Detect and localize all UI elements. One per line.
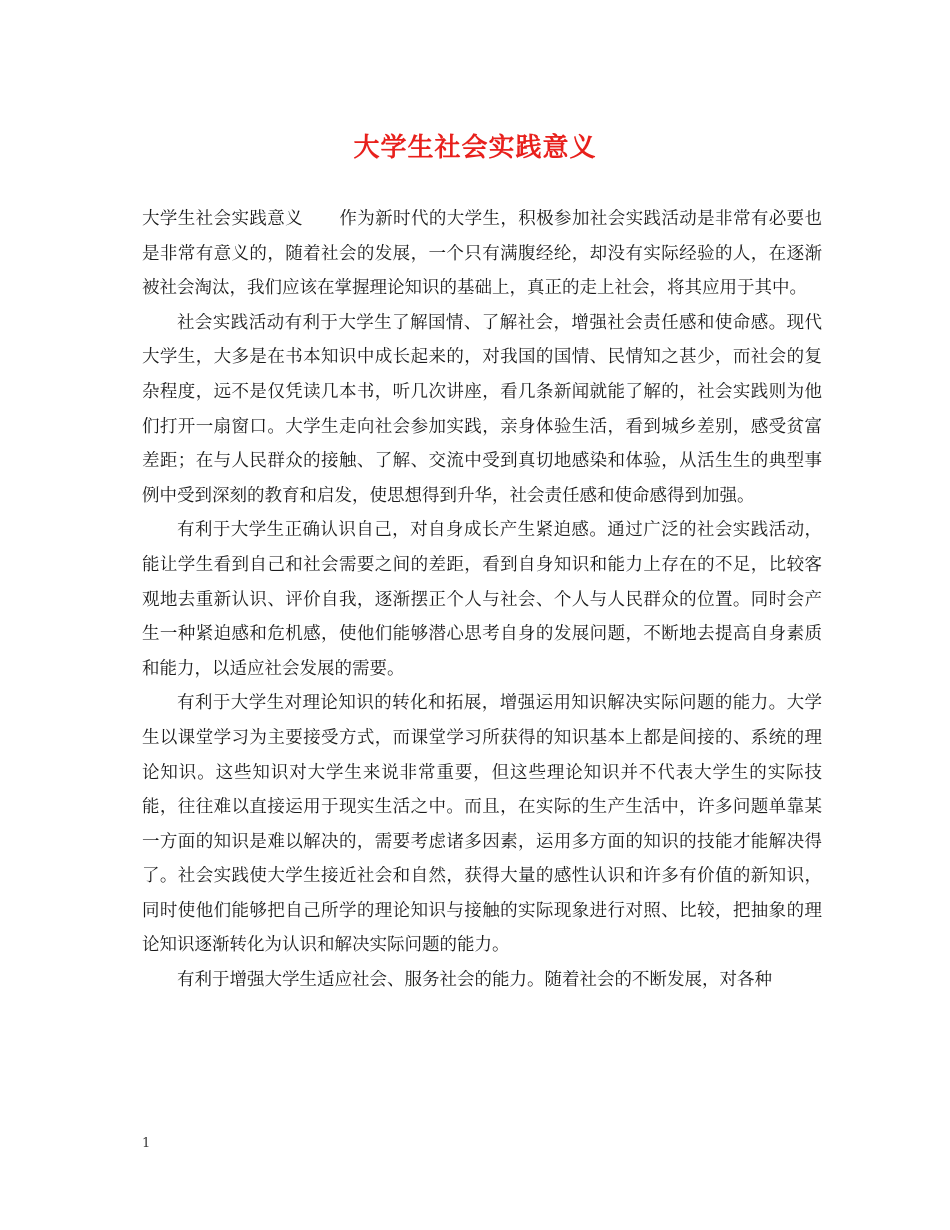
document-title: 大学生社会实践意义 — [353, 133, 597, 163]
page-number: 1 — [142, 1136, 151, 1151]
document-body — [142, 202, 822, 998]
intro-label: 大学生社会实践意义 — [142, 209, 303, 229]
paragraph: 社会实践活动有利于大学生了解国情、了解社会，增强社会责任感和使命感。现代大学生，大多是在书本知识中成长起来的，对我国的国情、民情知之甚少，而社会的复杂程度，远不是仅凭读几本书，听几次讲座，看几条新闻就能了解的，社会实践则为他们打开一扇窗口。大学生走向社会参加实践，亲身体验生活，看到城乡差别，感受贫富差距；在与人民群众的接触、了解、交流中受到真切地感染和体验，从活生生的典型事例中受到深刻的教育和启发，使思想得到升华，社会责任感和使命感得到加强。 — [142, 312, 822, 506]
paragraph: 有利于大学生对理论知识的转化和拓展，增强运用知识解决实际问题的能力。大学生以课堂学习为主要接受方式，而课堂学习所获得的知识基本上都是间接的、系统的理论知识。这些知识对大学生来说非常重要，但这些理论知识并不代表大学生的实际技能，往往难以直接运用于现实生活之中。而且，在实际的生产生活中，许多问题单靠某一方面的知识是难以解决的，需要考虑诸多因素，运用多方面的知识的技能才能解决得了。社会实践使大学生接近社会和自然，获得大量的感性认识和许多有价值的新知识，同时使他们能够把自己所学的理论知识与接触的实际现象进行对照、比较，把抽象的理论知识逐渐转化为认识和解决实际问题的能力。 — [142, 693, 822, 956]
intro-paragraph — [142, 202, 822, 306]
paragraph: 有利于大学生正确认识自己，对自身成长产生紧迫感。通过广泛的社会实践活动，能让学生看到自己和社会需要之间的差距，看到自身知识和能力上存在的不足，比较客观地去重新认识、评价自我，逐渐摆正个人与社会、个人与人民群众的位置。同时会产生一种紧迫感和危机感，使他们能够潜心思考自身的发展问题，不断地去提高自身素质和能力，以适应社会发展的需要。 — [142, 520, 822, 679]
paragraph: 有利于增强大学生适应社会、服务社会的能力。随着社会的不断发展，对各种 — [177, 970, 772, 991]
intro-text: 作为新时代的大学生，积极参加社会实践活动是非常有必要也是非常有意义的，随着社会的发展，一个只有满腹经纶，却没有实际经验的人，在逐渐被社会淘汰，我们应该在掌握理论知识的基础上，真正的走上社会，将其应用于其中。 — [142, 209, 822, 299]
